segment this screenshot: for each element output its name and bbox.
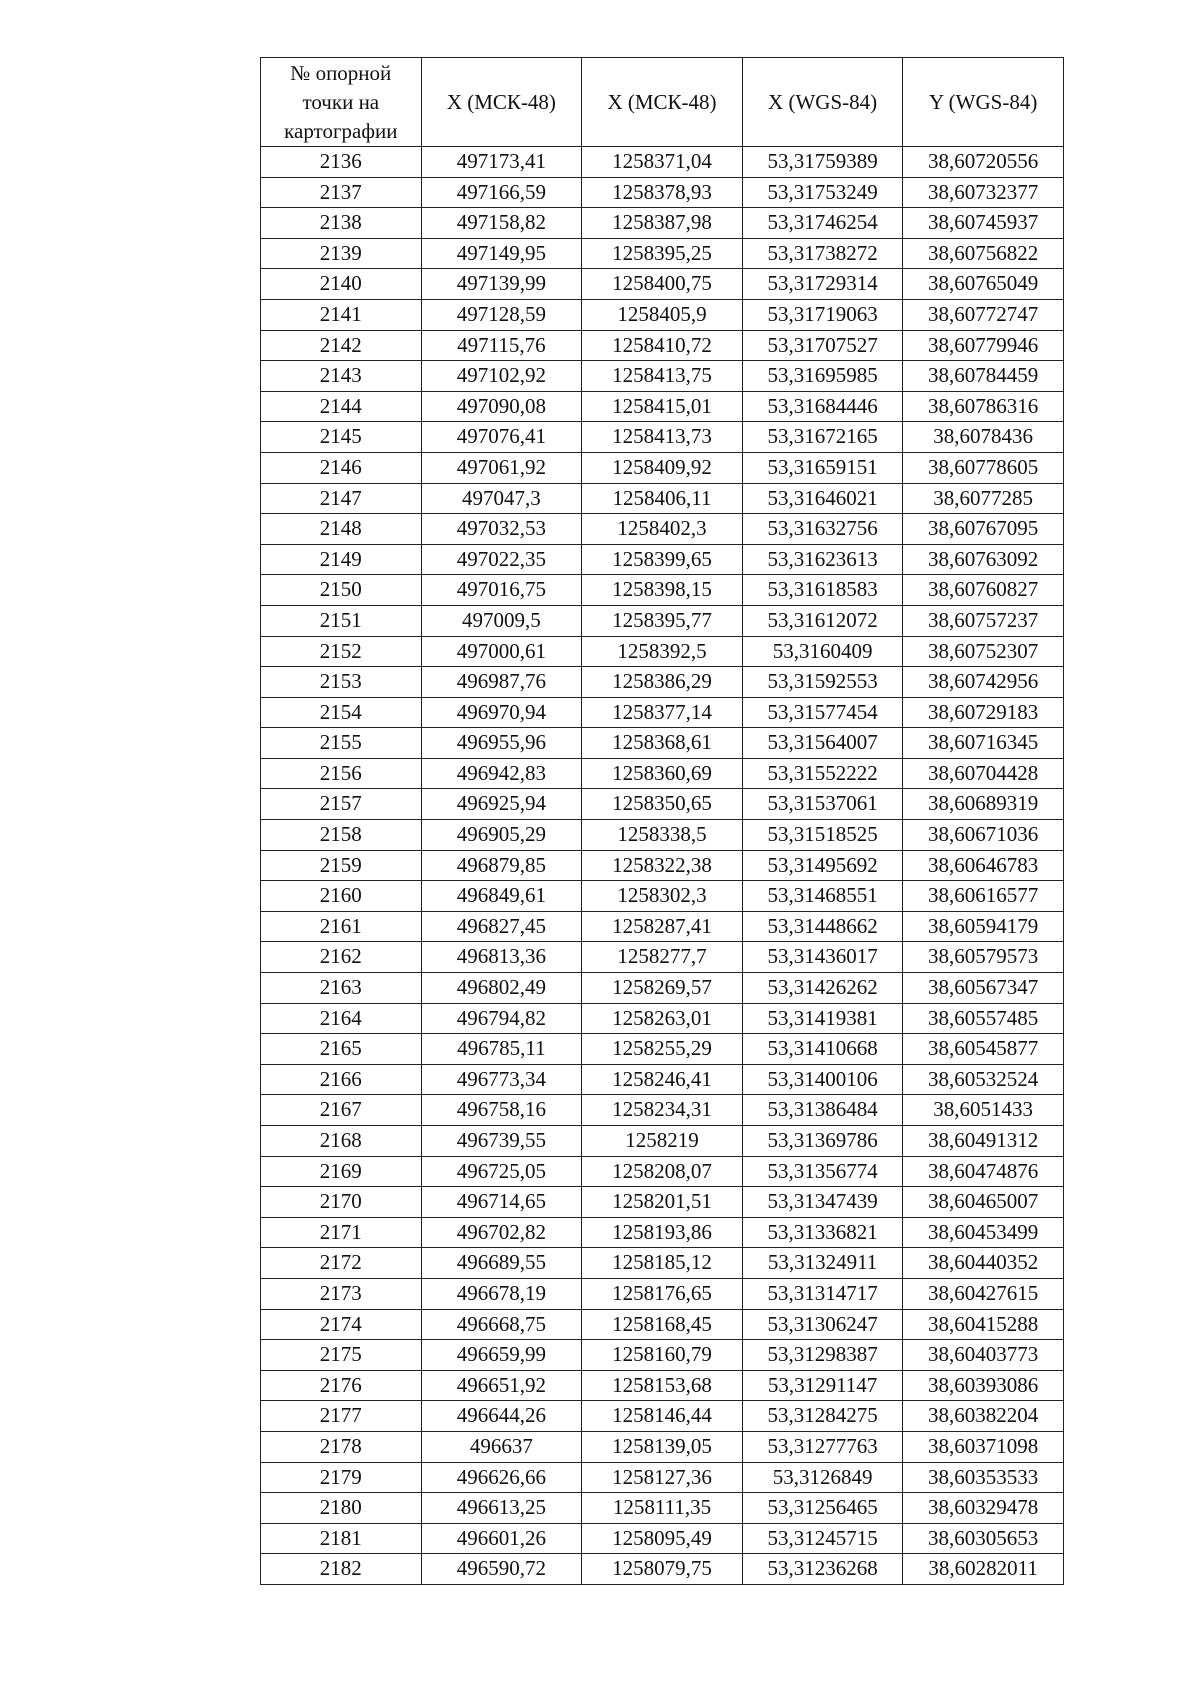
cell-x-msk48: 497061,92 (421, 452, 582, 483)
cell-x-msk48-second: 1258255,29 (582, 1034, 743, 1065)
cell-y-wgs84: 38,60763092 (903, 544, 1064, 575)
cell-point-number: 2167 (261, 1095, 422, 1126)
cell-x-msk48-second: 1258413,75 (582, 361, 743, 392)
cell-point-number: 2137 (261, 177, 422, 208)
cell-x-msk48-second: 1258360,69 (582, 758, 743, 789)
cell-x-wgs84: 53,31577454 (742, 697, 903, 728)
cell-x-msk48: 496942,83 (421, 758, 582, 789)
table-row (261, 697, 1064, 728)
cell-x-msk48: 496970,94 (421, 697, 582, 728)
cell-y-wgs84: 38,60765049 (903, 269, 1064, 300)
cell-x-msk48-second: 1258127,36 (582, 1462, 743, 1493)
cell-y-wgs84: 38,60474876 (903, 1156, 1064, 1187)
cell-x-msk48: 496773,34 (421, 1064, 582, 1095)
cell-x-msk48: 497158,82 (421, 208, 582, 239)
cell-point-number: 2148 (261, 514, 422, 545)
cell-x-msk48: 496626,66 (421, 1462, 582, 1493)
table-row (261, 269, 1064, 300)
cell-x-wgs84: 53,31623613 (742, 544, 903, 575)
cell-point-number: 2141 (261, 299, 422, 330)
table-row (261, 1095, 1064, 1126)
cell-x-msk48: 497102,92 (421, 361, 582, 392)
cell-x-msk48: 497139,99 (421, 269, 582, 300)
cell-point-number: 2155 (261, 728, 422, 759)
cell-point-number: 2158 (261, 820, 422, 851)
cell-y-wgs84: 38,60757237 (903, 605, 1064, 636)
cell-x-wgs84: 53,31707527 (742, 330, 903, 361)
cell-x-msk48-second: 1258398,15 (582, 575, 743, 606)
cell-point-number: 2180 (261, 1493, 422, 1524)
table-row (261, 483, 1064, 514)
table-row (261, 391, 1064, 422)
cell-y-wgs84: 38,60786316 (903, 391, 1064, 422)
cell-x-msk48: 496659,99 (421, 1340, 582, 1371)
cell-x-msk48-second: 1258153,68 (582, 1370, 743, 1401)
coordinates-table (260, 57, 1064, 1585)
cell-point-number: 2175 (261, 1340, 422, 1371)
cell-y-wgs84: 38,60491312 (903, 1126, 1064, 1157)
cell-x-msk48: 496689,55 (421, 1248, 582, 1279)
cell-point-number: 2143 (261, 361, 422, 392)
cell-y-wgs84: 38,60579573 (903, 942, 1064, 973)
table-row (261, 1340, 1064, 1371)
cell-y-wgs84: 38,60732377 (903, 177, 1064, 208)
cell-x-msk48-second: 1258219 (582, 1126, 743, 1157)
cell-x-msk48-second: 1258263,01 (582, 1003, 743, 1034)
cell-x-msk48-second: 1258395,25 (582, 238, 743, 269)
table-row (261, 514, 1064, 545)
cell-point-number: 2142 (261, 330, 422, 361)
cell-x-msk48-second: 1258409,92 (582, 452, 743, 483)
cell-x-msk48: 497022,35 (421, 544, 582, 575)
cell-point-number: 2136 (261, 147, 422, 178)
cell-x-msk48-second: 1258193,86 (582, 1217, 743, 1248)
table-body (261, 147, 1064, 1585)
cell-y-wgs84: 38,60594179 (903, 911, 1064, 942)
cell-x-wgs84: 53,31400106 (742, 1064, 903, 1095)
cell-x-msk48: 496739,55 (421, 1126, 582, 1157)
cell-y-wgs84: 38,60760827 (903, 575, 1064, 606)
cell-point-number: 2168 (261, 1126, 422, 1157)
cell-y-wgs84: 38,60415288 (903, 1309, 1064, 1340)
cell-point-number: 2159 (261, 850, 422, 881)
cell-y-wgs84: 38,60393086 (903, 1370, 1064, 1401)
table-row (261, 1401, 1064, 1432)
cell-y-wgs84: 38,60742956 (903, 667, 1064, 698)
cell-point-number: 2165 (261, 1034, 422, 1065)
cell-x-msk48: 497047,3 (421, 483, 582, 514)
cell-x-msk48: 496905,29 (421, 820, 582, 851)
cell-x-msk48-second: 1258378,93 (582, 177, 743, 208)
table-row (261, 238, 1064, 269)
cell-x-msk48: 497173,41 (421, 147, 582, 178)
cell-x-msk48-second: 1258269,57 (582, 973, 743, 1004)
cell-point-number: 2177 (261, 1401, 422, 1432)
cell-y-wgs84: 38,60704428 (903, 758, 1064, 789)
cell-x-wgs84: 53,31426262 (742, 973, 903, 1004)
cell-x-msk48: 497166,59 (421, 177, 582, 208)
cell-point-number: 2145 (261, 422, 422, 453)
cell-point-number: 2178 (261, 1431, 422, 1462)
cell-y-wgs84: 38,60371098 (903, 1431, 1064, 1462)
cell-point-number: 2170 (261, 1187, 422, 1218)
cell-point-number: 2152 (261, 636, 422, 667)
cell-x-wgs84: 53,31672165 (742, 422, 903, 453)
cell-y-wgs84: 38,60545877 (903, 1034, 1064, 1065)
cell-y-wgs84: 38,60440352 (903, 1248, 1064, 1279)
cell-point-number: 2153 (261, 667, 422, 698)
cell-point-number: 2151 (261, 605, 422, 636)
cell-x-msk48: 497016,75 (421, 575, 582, 606)
header-x-msk48-second: X (МСК-48) (582, 58, 743, 147)
cell-x-msk48-second: 1258208,07 (582, 1156, 743, 1187)
cell-x-wgs84: 53,31759389 (742, 147, 903, 178)
cell-y-wgs84: 38,60329478 (903, 1493, 1064, 1524)
cell-x-msk48-second: 1258185,12 (582, 1248, 743, 1279)
table-row (261, 299, 1064, 330)
table-row (261, 728, 1064, 759)
table-row (261, 636, 1064, 667)
table-header (261, 58, 1064, 147)
cell-x-wgs84: 53,31448662 (742, 911, 903, 942)
table-row (261, 1064, 1064, 1095)
cell-y-wgs84: 38,60784459 (903, 361, 1064, 392)
cell-y-wgs84: 38,60756822 (903, 238, 1064, 269)
cell-point-number: 2156 (261, 758, 422, 789)
cell-x-wgs84: 53,31729314 (742, 269, 903, 300)
cell-point-number: 2176 (261, 1370, 422, 1401)
cell-x-wgs84: 53,31306247 (742, 1309, 903, 1340)
table-row (261, 422, 1064, 453)
cell-x-wgs84: 53,31291147 (742, 1370, 903, 1401)
cell-x-msk48: 496849,61 (421, 881, 582, 912)
cell-y-wgs84: 38,60453499 (903, 1217, 1064, 1248)
cell-x-wgs84: 53,31277763 (742, 1431, 903, 1462)
cell-point-number: 2164 (261, 1003, 422, 1034)
table-row (261, 208, 1064, 239)
table-row (261, 1187, 1064, 1218)
cell-x-msk48: 496714,65 (421, 1187, 582, 1218)
table-row (261, 942, 1064, 973)
table-row (261, 1370, 1064, 1401)
cell-x-msk48-second: 1258368,61 (582, 728, 743, 759)
cell-x-msk48: 496879,85 (421, 850, 582, 881)
cell-x-msk48-second: 1258246,41 (582, 1064, 743, 1095)
header-x-wgs84: X (WGS-84) (742, 58, 903, 147)
cell-point-number: 2160 (261, 881, 422, 912)
cell-point-number: 2182 (261, 1554, 422, 1585)
cell-y-wgs84: 38,60767095 (903, 514, 1064, 545)
cell-x-msk48-second: 1258322,38 (582, 850, 743, 881)
cell-x-msk48: 496758,16 (421, 1095, 582, 1126)
cell-x-msk48: 496678,19 (421, 1278, 582, 1309)
cell-x-msk48: 496925,94 (421, 789, 582, 820)
cell-x-wgs84: 53,31719063 (742, 299, 903, 330)
cell-x-msk48-second: 1258350,65 (582, 789, 743, 820)
cell-x-wgs84: 53,31245715 (742, 1523, 903, 1554)
cell-x-wgs84: 53,31314717 (742, 1278, 903, 1309)
cell-x-msk48-second: 1258168,45 (582, 1309, 743, 1340)
cell-point-number: 2181 (261, 1523, 422, 1554)
table-row (261, 1431, 1064, 1462)
cell-x-wgs84: 53,31356774 (742, 1156, 903, 1187)
cell-x-msk48: 496668,75 (421, 1309, 582, 1340)
cell-y-wgs84: 38,60305653 (903, 1523, 1064, 1554)
table-row (261, 1309, 1064, 1340)
cell-x-wgs84: 53,31284275 (742, 1401, 903, 1432)
cell-x-msk48-second: 1258277,7 (582, 942, 743, 973)
cell-x-msk48: 496955,96 (421, 728, 582, 759)
cell-x-wgs84: 53,31537061 (742, 789, 903, 820)
cell-x-wgs84: 53,31564007 (742, 728, 903, 759)
cell-x-msk48-second: 1258413,73 (582, 422, 743, 453)
table-row (261, 361, 1064, 392)
cell-point-number: 2154 (261, 697, 422, 728)
cell-x-wgs84: 53,31336821 (742, 1217, 903, 1248)
cell-x-wgs84: 53,31410668 (742, 1034, 903, 1065)
table-row (261, 1462, 1064, 1493)
table-row (261, 973, 1064, 1004)
cell-x-wgs84: 53,31298387 (742, 1340, 903, 1371)
cell-y-wgs84: 38,60729183 (903, 697, 1064, 728)
cell-y-wgs84: 38,60465007 (903, 1187, 1064, 1218)
table-row (261, 1156, 1064, 1187)
cell-point-number: 2149 (261, 544, 422, 575)
cell-x-msk48-second: 1258095,49 (582, 1523, 743, 1554)
cell-x-wgs84: 53,31518525 (742, 820, 903, 851)
cell-y-wgs84: 38,60779946 (903, 330, 1064, 361)
cell-point-number: 2150 (261, 575, 422, 606)
cell-y-wgs84: 38,6051433 (903, 1095, 1064, 1126)
table-row (261, 1034, 1064, 1065)
cell-x-wgs84: 53,31753249 (742, 177, 903, 208)
cell-x-wgs84: 53,31684446 (742, 391, 903, 422)
cell-x-msk48-second: 1258146,44 (582, 1401, 743, 1432)
cell-point-number: 2179 (261, 1462, 422, 1493)
cell-point-number: 2146 (261, 452, 422, 483)
header-row (261, 58, 1064, 147)
cell-x-msk48: 497128,59 (421, 299, 582, 330)
cell-x-msk48: 496802,49 (421, 973, 582, 1004)
cell-x-msk48: 497009,5 (421, 605, 582, 636)
cell-y-wgs84: 38,60752307 (903, 636, 1064, 667)
cell-x-wgs84: 53,31419381 (742, 1003, 903, 1034)
cell-x-msk48-second: 1258287,41 (582, 911, 743, 942)
cell-y-wgs84: 38,60745937 (903, 208, 1064, 239)
cell-point-number: 2144 (261, 391, 422, 422)
cell-x-msk48-second: 1258201,51 (582, 1187, 743, 1218)
cell-x-wgs84: 53,31738272 (742, 238, 903, 269)
cell-x-msk48-second: 1258410,72 (582, 330, 743, 361)
cell-y-wgs84: 38,60567347 (903, 973, 1064, 1004)
cell-x-msk48-second: 1258400,75 (582, 269, 743, 300)
cell-x-wgs84: 53,31618583 (742, 575, 903, 606)
cell-point-number: 2163 (261, 973, 422, 1004)
table-row (261, 177, 1064, 208)
cell-x-wgs84: 53,31695985 (742, 361, 903, 392)
cell-x-msk48-second: 1258176,65 (582, 1278, 743, 1309)
cell-x-msk48: 496702,82 (421, 1217, 582, 1248)
cell-x-msk48-second: 1258302,3 (582, 881, 743, 912)
cell-x-wgs84: 53,31495692 (742, 850, 903, 881)
cell-y-wgs84: 38,60772747 (903, 299, 1064, 330)
cell-x-msk48-second: 1258402,3 (582, 514, 743, 545)
cell-y-wgs84: 38,60403773 (903, 1340, 1064, 1371)
cell-y-wgs84: 38,60671036 (903, 820, 1064, 851)
cell-x-wgs84: 53,31324911 (742, 1248, 903, 1279)
cell-y-wgs84: 38,60382204 (903, 1401, 1064, 1432)
table-row (261, 911, 1064, 942)
table-row (261, 1278, 1064, 1309)
header-y-wgs84: Y (WGS-84) (903, 58, 1064, 147)
table-row (261, 789, 1064, 820)
table-row (261, 330, 1064, 361)
cell-x-msk48-second: 1258386,29 (582, 667, 743, 698)
cell-point-number: 2161 (261, 911, 422, 942)
table-row (261, 758, 1064, 789)
cell-y-wgs84: 38,60557485 (903, 1003, 1064, 1034)
cell-point-number: 2147 (261, 483, 422, 514)
cell-x-msk48-second: 1258111,35 (582, 1493, 743, 1524)
cell-y-wgs84: 38,60646783 (903, 850, 1064, 881)
cell-x-msk48-second: 1258415,01 (582, 391, 743, 422)
header-point-number: № опорной точки на картографии (261, 58, 422, 147)
cell-x-msk48: 496813,36 (421, 942, 582, 973)
table-row (261, 147, 1064, 178)
cell-x-wgs84: 53,31386484 (742, 1095, 903, 1126)
cell-y-wgs84: 38,60353533 (903, 1462, 1064, 1493)
cell-x-wgs84: 53,31612072 (742, 605, 903, 636)
cell-point-number: 2139 (261, 238, 422, 269)
cell-y-wgs84: 38,60689319 (903, 789, 1064, 820)
cell-x-wgs84: 53,31592553 (742, 667, 903, 698)
cell-x-wgs84: 53,31632756 (742, 514, 903, 545)
cell-x-msk48: 496613,25 (421, 1493, 582, 1524)
cell-x-msk48: 496785,11 (421, 1034, 582, 1065)
cell-x-wgs84: 53,31256465 (742, 1493, 903, 1524)
cell-point-number: 2174 (261, 1309, 422, 1340)
cell-x-msk48-second: 1258392,5 (582, 636, 743, 667)
cell-x-msk48: 497149,95 (421, 238, 582, 269)
table-row (261, 1523, 1064, 1554)
cell-x-msk48-second: 1258399,65 (582, 544, 743, 575)
cell-x-msk48-second: 1258405,9 (582, 299, 743, 330)
table-row (261, 881, 1064, 912)
cell-point-number: 2138 (261, 208, 422, 239)
cell-x-wgs84: 53,3126849 (742, 1462, 903, 1493)
cell-y-wgs84: 38,60427615 (903, 1278, 1064, 1309)
cell-x-wgs84: 53,31646021 (742, 483, 903, 514)
table-row (261, 452, 1064, 483)
cell-x-msk48-second: 1258139,05 (582, 1431, 743, 1462)
cell-x-msk48: 496827,45 (421, 911, 582, 942)
cell-y-wgs84: 38,60282011 (903, 1554, 1064, 1585)
cell-point-number: 2157 (261, 789, 422, 820)
cell-y-wgs84: 38,60720556 (903, 147, 1064, 178)
cell-x-wgs84: 53,31369786 (742, 1126, 903, 1157)
cell-x-msk48: 496987,76 (421, 667, 582, 698)
cell-x-msk48-second: 1258338,5 (582, 820, 743, 851)
cell-x-wgs84: 53,31468551 (742, 881, 903, 912)
cell-x-msk48: 496644,26 (421, 1401, 582, 1432)
cell-point-number: 2166 (261, 1064, 422, 1095)
cell-point-number: 2169 (261, 1156, 422, 1187)
cell-point-number: 2173 (261, 1278, 422, 1309)
cell-x-msk48-second: 1258395,77 (582, 605, 743, 636)
table-row (261, 850, 1064, 881)
header-x-msk48: X (МСК-48) (421, 58, 582, 147)
cell-x-msk48-second: 1258406,11 (582, 483, 743, 514)
cell-x-msk48: 496601,26 (421, 1523, 582, 1554)
table-row (261, 1126, 1064, 1157)
table-row (261, 820, 1064, 851)
table-row (261, 1217, 1064, 1248)
table-row (261, 667, 1064, 698)
cell-x-msk48-second: 1258377,14 (582, 697, 743, 728)
table-row (261, 1248, 1064, 1279)
cell-x-msk48: 496637 (421, 1431, 582, 1462)
table-row (261, 1003, 1064, 1034)
table-row (261, 605, 1064, 636)
cell-point-number: 2172 (261, 1248, 422, 1279)
cell-x-msk48: 496590,72 (421, 1554, 582, 1585)
cell-x-msk48: 497000,61 (421, 636, 582, 667)
cell-x-msk48: 497032,53 (421, 514, 582, 545)
cell-y-wgs84: 38,60532524 (903, 1064, 1064, 1095)
cell-x-msk48: 496794,82 (421, 1003, 582, 1034)
table-row (261, 1493, 1064, 1524)
cell-x-msk48-second: 1258160,79 (582, 1340, 743, 1371)
cell-y-wgs84: 38,60716345 (903, 728, 1064, 759)
cell-x-wgs84: 53,31746254 (742, 208, 903, 239)
cell-x-msk48-second: 1258387,98 (582, 208, 743, 239)
cell-y-wgs84: 38,60616577 (903, 881, 1064, 912)
cell-x-wgs84: 53,31552222 (742, 758, 903, 789)
cell-x-wgs84: 53,31436017 (742, 942, 903, 973)
cell-x-msk48: 497090,08 (421, 391, 582, 422)
cell-y-wgs84: 38,60778605 (903, 452, 1064, 483)
cell-x-msk48-second: 1258371,04 (582, 147, 743, 178)
cell-x-wgs84: 53,31659151 (742, 452, 903, 483)
cell-y-wgs84: 38,6077285 (903, 483, 1064, 514)
cell-x-wgs84: 53,31347439 (742, 1187, 903, 1218)
cell-point-number: 2162 (261, 942, 422, 973)
table-row (261, 575, 1064, 606)
cell-point-number: 2140 (261, 269, 422, 300)
cell-x-msk48: 497115,76 (421, 330, 582, 361)
cell-x-msk48-second: 1258234,31 (582, 1095, 743, 1126)
cell-x-msk48: 496725,05 (421, 1156, 582, 1187)
cell-point-number: 2171 (261, 1217, 422, 1248)
table-row (261, 544, 1064, 575)
cell-x-msk48: 496651,92 (421, 1370, 582, 1401)
cell-y-wgs84: 38,6078436 (903, 422, 1064, 453)
cell-x-msk48: 497076,41 (421, 422, 582, 453)
cell-x-wgs84: 53,3160409 (742, 636, 903, 667)
cell-x-wgs84: 53,31236268 (742, 1554, 903, 1585)
cell-x-msk48-second: 1258079,75 (582, 1554, 743, 1585)
table-row (261, 1554, 1064, 1585)
